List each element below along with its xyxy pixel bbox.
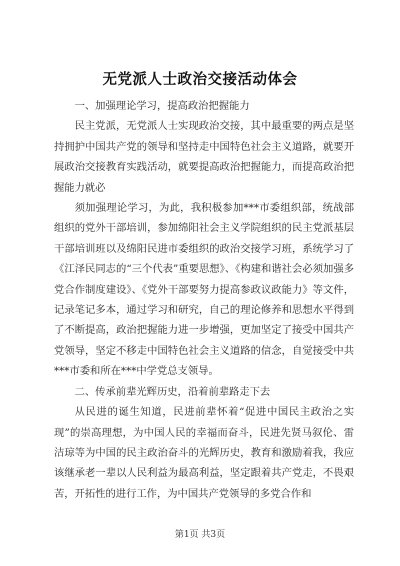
body-paragraph-3: 从民进的诞生知道，民进前辈怀着“促进中国民主政治之实现”的崇高理想，为中国人民的幸福而奋斗，民进先贤马叙伦、雷洁琼等为中国的民主政治奋斗的光辉历史，教育和激励着我，我应该继承老一辈以人民利益为最高利益，坚定跟着共产党走，不畏艰苦，开拓性的进行工作，为中国共产党领导的多党合作和: [54, 406, 354, 500]
section-heading-2: 二、传承前辈光辉历史，沿着前辈路走下去: [74, 385, 271, 398]
body-paragraph-2: 须加强理论学习，为此，我积极参加***市委组织部，统战部组织的党外干部培训，参加绵阳社会主义学院组织的民主党派基层干部培训班以及绵阳民进市委组织的政治交接学习班，系统学习了《江泽民同志的“三个代表”重要思想》、《构建和谐社会必须加强多党合作制度建设》、《党外干部要努力提高参政议政能力》等文件，记录笔记多本，通过学习和研究，自己的理论修养和思想水平得到了不断提高，政治把握能力进一步增强，更加坚定了接受中国共产党领导，坚定不移走中国特色社会主义道路的信念，自觉接受中共***市委和所在***中学党总支领导。: [54, 202, 354, 378]
document-title: 无党派人士政治交接活动体会: [102, 71, 298, 88]
section-heading-1: 一、加强理论学习，提高政治把握能力: [74, 100, 250, 112]
page-number-footer: 第1页 共3页: [174, 530, 226, 540]
body-paragraph-1: 民主党派，无党派人士实现政治交接，其中最重要的两点是坚持拥护中国共产党的领导和坚持走中国特色社会主义道路，就要开展政治交接教育实践活动，就要提高政治把握能力，而提高政治把握能力就必: [54, 120, 354, 194]
document-body: [54, 96, 354, 504]
